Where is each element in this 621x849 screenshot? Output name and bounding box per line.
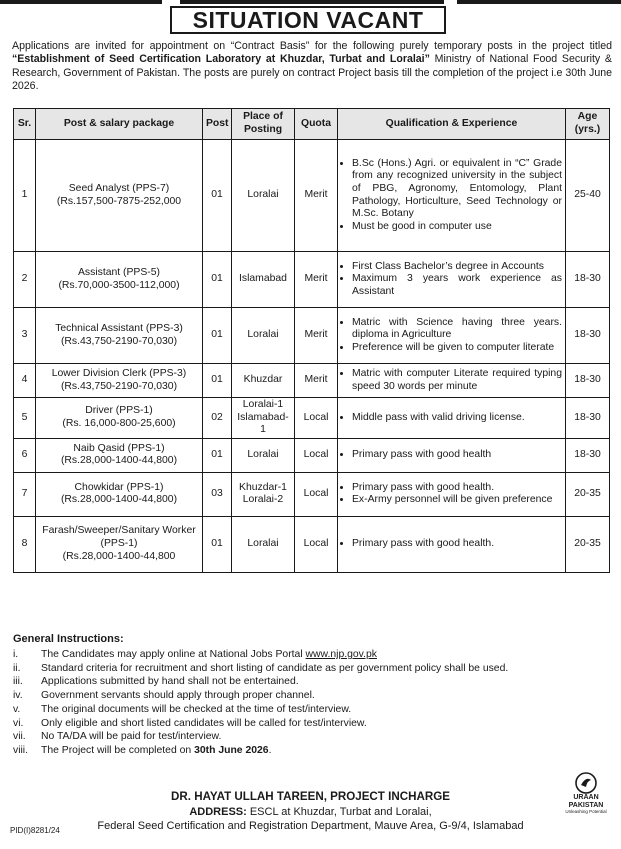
instruction-text: Only eligible and short listed candidates will be called for test/interview. — [41, 717, 367, 729]
sr-number: 5 — [21, 411, 28, 423]
table-row — [14, 252, 610, 308]
cell-post-count — [203, 252, 232, 308]
place-of-posting: Loralai — [247, 329, 279, 341]
cell-post-salary — [36, 140, 203, 252]
instruction-number: iv. — [13, 690, 23, 702]
post-count: 01 — [211, 273, 223, 285]
quota: Local — [303, 487, 329, 499]
post-count: 03 — [211, 487, 223, 499]
instruction-number: vii. — [13, 731, 26, 743]
cell-place — [232, 472, 295, 516]
header-qualification: Qualification & Experience — [338, 109, 566, 140]
salary-package: (Rs.43,750-2190-70,030) — [60, 380, 178, 392]
address-text-1: ESCL at Khuzdar, Turbat and Loralai, — [246, 805, 432, 818]
address-label: ADDRESS: — [189, 805, 247, 818]
cell-quota — [295, 140, 338, 252]
instruction-text: The Candidates may apply online at National Jobs Portal — [41, 649, 306, 660]
cell-post-salary — [36, 252, 203, 308]
cell-post-count — [203, 438, 232, 472]
sr-number: 3 — [21, 329, 28, 341]
cell-place — [232, 308, 295, 364]
qualification-list — [341, 317, 562, 355]
post-name: Naib Qasid (PPS-1) — [73, 442, 165, 454]
project-title: “Establishment of Seed Certification Laboratory at Khuzdar, Turbat and Loralai” — [12, 53, 430, 66]
post-count: 02 — [211, 411, 223, 423]
age-range: 18-30 — [574, 374, 601, 386]
cell-place — [232, 364, 295, 398]
cell-sr — [14, 252, 36, 308]
salary-package: (Rs.43,750-2190-70,030) — [60, 335, 178, 347]
cell-place — [232, 140, 295, 252]
cell-post-salary — [36, 438, 203, 472]
quota: Merit — [304, 329, 328, 341]
salary-package: (Rs.28,000-1400-44,800 — [62, 550, 176, 562]
instruction-number: viii. — [13, 744, 29, 756]
instruction-item — [13, 744, 573, 758]
post-count: 01 — [211, 537, 223, 549]
cell-age — [566, 398, 610, 439]
address-line-2: Federal Seed Certification and Registration Department, Mauve Area, G-9/4, Islamabad — [97, 820, 524, 832]
cell-quota — [295, 308, 338, 364]
salary-package: (Rs. 16,000-800-25,600) — [62, 417, 176, 429]
qualification-item: • Ex-Army personnel will be given preference — [352, 494, 562, 507]
general-instructions-list — [13, 648, 573, 758]
age-range: 18-30 — [574, 448, 601, 460]
cell-quota — [295, 472, 338, 516]
cell-quota — [295, 364, 338, 398]
place-of-posting: Loralai-1 — [242, 399, 284, 410]
qualification-item: • Maximum 3 years work experience as Assistant — [352, 273, 562, 298]
quota: Local — [303, 411, 329, 423]
qualification-list — [341, 482, 562, 507]
qualification-list — [341, 368, 562, 393]
table-row — [14, 140, 610, 252]
qualification-item: • Primary pass with good health — [352, 449, 562, 462]
cell-quota — [295, 438, 338, 472]
place-of-posting: Islamabad — [239, 273, 287, 285]
sr-number: 8 — [21, 537, 28, 549]
sr-number: 7 — [21, 487, 28, 499]
instruction-item — [13, 689, 573, 703]
qualification-list — [341, 261, 562, 299]
instruction-number: v. — [13, 703, 21, 715]
instruction-number: i. — [13, 649, 19, 660]
post-name: Farash/Sweeper/Sanitary Worker (PPS-1) — [42, 525, 196, 549]
qualification-list — [341, 538, 562, 551]
cell-sr — [14, 398, 36, 439]
place-of-posting: Loralai — [247, 189, 279, 201]
cell-qualification — [338, 438, 566, 472]
table-row — [14, 308, 610, 364]
instruction-text-end: . — [268, 744, 272, 756]
post-name: Technical Assistant (PPS-3) — [55, 322, 183, 334]
cell-sr — [14, 438, 36, 472]
qualification-item: • Must be good in computer use — [352, 221, 562, 234]
post-count: 01 — [211, 189, 223, 201]
instruction-item — [13, 675, 573, 689]
post-name: Seed Analyst (PPS-7) — [68, 182, 170, 194]
cell-post-salary — [36, 308, 203, 364]
cell-qualification — [338, 364, 566, 398]
cell-sr — [14, 308, 36, 364]
cell-post-salary — [36, 516, 203, 572]
cell-age — [566, 516, 610, 572]
table-row — [14, 472, 610, 516]
cell-post-salary — [36, 364, 203, 398]
quota: Merit — [304, 189, 328, 201]
cell-quota — [295, 516, 338, 572]
instruction-text: No TA/DA will be paid for test/interview. — [41, 731, 222, 743]
cell-age — [566, 438, 610, 472]
qualification-item: • Primary pass with good health. — [352, 538, 562, 551]
table-row — [14, 364, 610, 398]
cell-sr — [14, 472, 36, 516]
cell-post-count — [203, 516, 232, 572]
place-of-posting: Loralai-2 — [242, 494, 284, 506]
instruction-text: Government servants should apply through proper channel. — [41, 690, 315, 702]
cell-place — [232, 252, 295, 308]
footer — [0, 790, 621, 834]
cell-sr — [14, 364, 36, 398]
signatory-name: DR. HAYAT ULLAH TAREEN, PROJECT INCHARGE — [171, 790, 450, 803]
salary-package: (Rs.28,000-1400-44,800) — [60, 494, 178, 506]
cell-age — [566, 472, 610, 516]
qualification-item: • Matric with computer Literate required typing speed 30 words per minute — [352, 368, 562, 393]
age-range: 20-35 — [574, 537, 601, 549]
post-count: 01 — [211, 374, 223, 386]
place-of-posting: Khuzdar — [243, 374, 283, 386]
header-age: Age (yrs.) — [566, 109, 610, 140]
sr-number: 4 — [21, 374, 28, 386]
completion-date: 30th June 2026 — [194, 744, 269, 756]
post-name: Lower Division Clerk (PPS-3) — [51, 367, 187, 379]
age-range: 18-30 — [574, 273, 601, 285]
cell-sr — [14, 516, 36, 572]
cell-sr — [14, 140, 36, 252]
post-name: Chowkidar (PPS-1) — [74, 481, 164, 493]
address-line-1 — [0, 805, 621, 820]
salary-package: (Rs.157,500-7875-252,000 — [56, 195, 182, 207]
instruction-text: The Project will be completed on — [41, 744, 195, 756]
quota: Merit — [304, 374, 328, 386]
cell-qualification — [338, 398, 566, 439]
header-post-salary: Post & salary package — [36, 109, 203, 140]
vacancy-table — [13, 108, 610, 573]
general-instructions-title: General Instructions: — [13, 633, 124, 645]
quota: Local — [303, 448, 329, 460]
cell-age — [566, 252, 610, 308]
cell-quota — [295, 398, 338, 439]
cell-place — [232, 398, 295, 439]
cell-post-count — [203, 364, 232, 398]
place-of-posting: Loralai — [247, 448, 279, 460]
instruction-item — [13, 703, 573, 717]
intro-text-2: Ministry of National Food Security & Research, Government of Pakistan. The posts are purely on contract Project basis till the completion of the project i.e 30th June 2026. — [12, 53, 612, 93]
post-count: 01 — [211, 329, 223, 341]
cell-place — [232, 516, 295, 572]
cell-post-count — [203, 140, 232, 252]
cell-age — [566, 140, 610, 252]
cell-quota — [295, 252, 338, 308]
logo-tagline: Unleashing Potential — [565, 809, 607, 814]
place-of-posting: Islamabad-1 — [237, 411, 289, 436]
instruction-text: Applications submitted by hand shall not be entertained. — [41, 676, 299, 688]
cell-qualification — [338, 308, 566, 364]
cell-post-salary — [36, 472, 203, 516]
qualification-item: • First Class Bachelor’s degree in Accounts — [352, 261, 562, 274]
qualification-list — [341, 158, 562, 234]
qualification-item: • B.Sc (Hons.) Agri. or equivalent in “C” Grade from any recognized university in the subject of PBG, Agronomy, Entomology, Plant Pathology, Horticulture, Seed Technology or M.Sc. Botany — [352, 158, 562, 221]
sr-number: 6 — [21, 448, 28, 460]
pid-number: PID(I)8281/24 — [10, 826, 60, 835]
header-quota: Quota — [295, 109, 338, 140]
cell-age — [566, 364, 610, 398]
cell-qualification — [338, 516, 566, 572]
qualification-item: • Preference will be given to computer literate — [352, 342, 562, 355]
age-range: 25-40 — [574, 189, 601, 201]
instruction-number: ii. — [13, 662, 21, 674]
cell-qualification — [338, 472, 566, 516]
qualification-item: • Matric with Science having three years. diploma in Agriculture — [352, 317, 562, 342]
instruction-text: Standard criteria for recruitment and short listing of candidate as per government policy shall be used. — [41, 662, 509, 674]
cell-qualification — [338, 252, 566, 308]
cell-post-salary — [36, 398, 203, 439]
place-of-posting: Khuzdar-1 — [239, 481, 287, 493]
age-range: 20-35 — [574, 487, 601, 499]
qualification-list — [341, 449, 562, 462]
table-row — [14, 438, 610, 472]
top-border — [0, 0, 621, 4]
sr-number: 2 — [21, 273, 28, 285]
cell-post-count — [203, 308, 232, 364]
logo-text-pakistan: PAKISTAN — [568, 801, 604, 809]
post-count: 01 — [211, 448, 223, 460]
instruction-number: vi. — [13, 717, 24, 729]
instruction-text: The original documents will be checked at the time of test/interview. — [41, 703, 352, 715]
instruction-item — [13, 730, 573, 744]
table-header-row — [14, 109, 610, 140]
post-name: Driver (PPS-1) — [85, 405, 153, 417]
qualification-item: • Primary pass with good health. — [352, 482, 562, 495]
cell-qualification — [338, 140, 566, 252]
age-range: 18-30 — [574, 411, 601, 423]
cell-place — [232, 438, 295, 472]
salary-package: (Rs.70,000-3500-112,000) — [58, 279, 180, 291]
post-name: Assistant (PPS-5) — [78, 266, 160, 278]
age-range: 18-30 — [574, 329, 601, 341]
qualification-list — [341, 412, 562, 425]
salary-package: (Rs.28,000-1400-44,800) — [60, 455, 178, 467]
intro-paragraph — [12, 40, 612, 94]
page-title: SITUATION VACANT — [170, 6, 446, 34]
table-row — [14, 516, 610, 572]
intro-text-1: Applications are invited for appointment on “Contract Basis” for the following purely temporary posts in the project titled — [12, 40, 612, 52]
logo-text-uraan: URAAN — [573, 794, 599, 801]
sr-number: 1 — [21, 189, 28, 201]
instruction-item — [13, 648, 573, 662]
instruction-item — [13, 717, 573, 731]
quota: Local — [303, 537, 329, 549]
header-place: Place of Posting — [232, 109, 295, 140]
place-of-posting: Loralai — [247, 537, 279, 549]
cell-post-count — [203, 472, 232, 516]
cell-age — [566, 308, 610, 364]
instruction-number: iii. — [13, 676, 23, 688]
njp-portal-link[interactable]: www.njp.gov.pk — [305, 649, 377, 660]
qualification-item: • Middle pass with valid driving license. — [352, 412, 562, 425]
header-sr: Sr. — [14, 109, 36, 140]
quota: Merit — [304, 273, 328, 285]
cell-post-count — [203, 398, 232, 439]
instruction-item — [13, 662, 573, 676]
table-row — [14, 398, 610, 439]
header-post: Post — [203, 109, 232, 140]
